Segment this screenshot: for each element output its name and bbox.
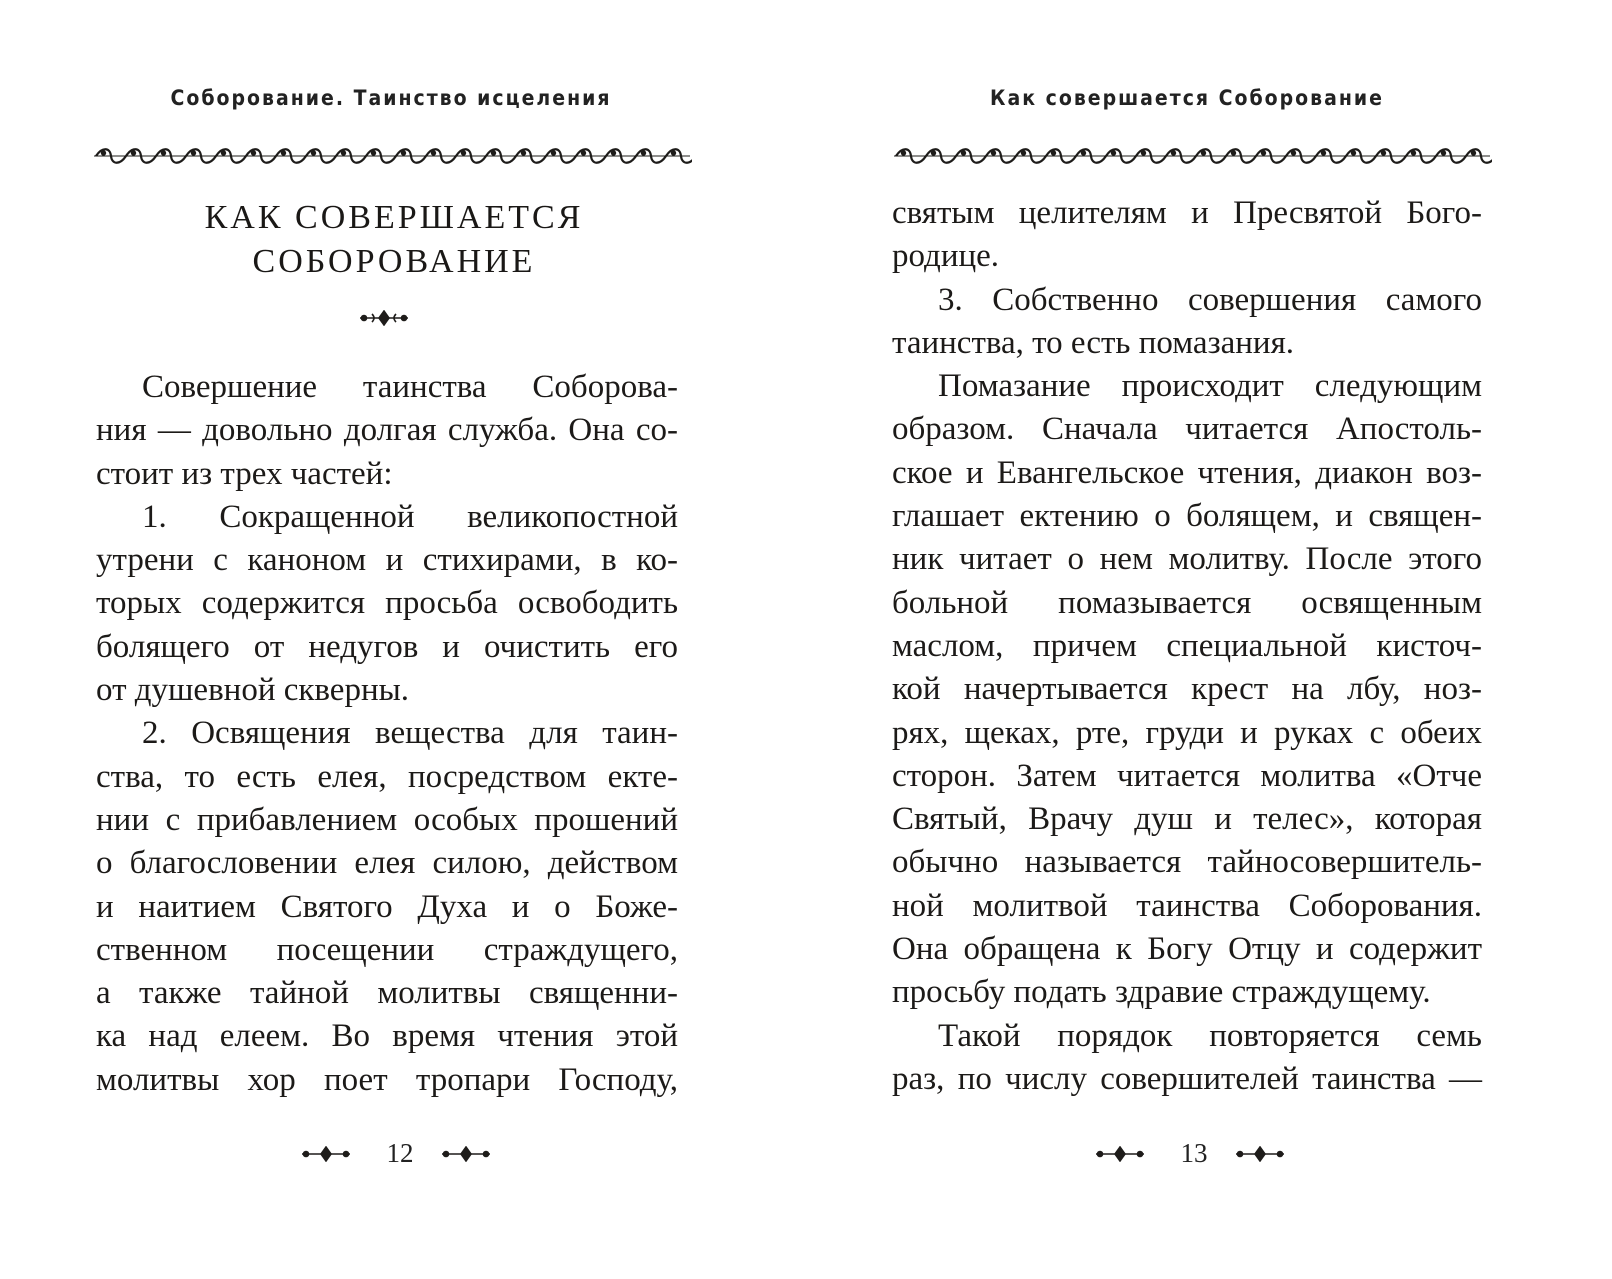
ornament-dot [1442, 151, 1445, 154]
text-line: ния — довольно долгая служба. Она со- [96, 412, 678, 449]
text-line: больной помазывается освященным [892, 584, 1482, 621]
ornament-dot [162, 151, 165, 154]
ornament-dot [1052, 151, 1055, 154]
folio-ornament-icon [440, 1146, 492, 1162]
page-number-area [1094, 1138, 1294, 1168]
text-line: Помазание происходит следующим [938, 368, 1482, 405]
ornament-dot [312, 151, 315, 154]
ornament-band [892, 146, 1492, 166]
ornament-dot [132, 151, 135, 154]
text-line: Совершение таинства Соборова- [142, 369, 678, 405]
right-page [806, 0, 1612, 1279]
text-line: ник читает о нем молитву. После этого [892, 541, 1482, 578]
text-line: утрени с каноном и стихирами, в ко- [96, 542, 678, 579]
text-line: 3. Собственно совершения самого [938, 281, 1482, 318]
text-line: и наитием Святого Духа и о Боже- [96, 888, 678, 925]
ornament-dot [1262, 151, 1265, 154]
text-line: 1. Сокращенной великопостной [142, 498, 678, 535]
ornament-dot [552, 151, 555, 154]
ornament-dot [1202, 151, 1205, 154]
text-line: святым целителям и Пресвятой Бого- [892, 195, 1482, 231]
ornament-dot [1232, 151, 1235, 154]
text-line: образом. Сначала читается Апостоль- [892, 411, 1482, 448]
text-line: молитвы хор поет тропари Господу, [96, 1061, 678, 1098]
text-line: стоит из трех частей: [96, 455, 393, 492]
body-text [892, 192, 1482, 1101]
text-line: раз, по числу совершителей таинства — [892, 1060, 1482, 1097]
text-line: о благословении елея силою, действом [96, 845, 678, 882]
text-line: ной молитвой таинства Соборования. [892, 887, 1482, 924]
text-line: а также тайной молитвы священни- [96, 975, 678, 1012]
text-line: сторон. Затем читается молитва «Отче [892, 757, 1482, 794]
ornament-dot [432, 151, 435, 154]
ornament-band [92, 146, 692, 166]
text-line: маслом, причем специальной кисточ- [892, 627, 1482, 664]
text-line: Святый, Врачу душ и телес», которая [892, 801, 1482, 838]
text-line: ка над елеем. Во время чтения этой [96, 1018, 678, 1055]
ornament-dot [1112, 151, 1115, 154]
ornament-dot [1352, 151, 1355, 154]
ornament-dot [252, 151, 255, 154]
text-line: от душевной скверны. [96, 672, 410, 709]
ornament-dot [1382, 151, 1385, 154]
ornament-dot [492, 151, 495, 154]
text-line: таинства, то есть помазания. [892, 324, 1294, 361]
text-line: ское и Евангельское чтения, диакон воз- [892, 454, 1482, 491]
text-line: 2. Освящения вещества для таин- [142, 715, 678, 752]
text-line: обычно называется тайносовершитель- [892, 844, 1482, 881]
ornament-dot [1172, 151, 1175, 154]
running-head: Соборование. Таинство исцеления [170, 86, 612, 110]
chapter-title-line: СОБОРОВАНИЕ [252, 243, 536, 280]
ornament-dot [1322, 151, 1325, 154]
title-ornament-icon [358, 310, 410, 326]
page-number-area [300, 1138, 500, 1168]
ornament-dot [932, 151, 935, 154]
body-text [96, 366, 678, 1102]
ornament-dot [582, 151, 585, 154]
ornament-dot [402, 151, 405, 154]
ornament-dot [282, 151, 285, 154]
text-line: болящего от недугов и очистить его [96, 628, 678, 665]
ornament-dot [372, 151, 375, 154]
ornament-dot [462, 151, 465, 154]
text-line: рях, щеках, рте, груди и руках с обеих [892, 714, 1482, 751]
page-number: 13 [1180, 1138, 1208, 1168]
text-line: ства, то есть елея, посредством екте- [96, 758, 678, 795]
ornament-dot [342, 151, 345, 154]
folio-ornament-icon [1234, 1146, 1286, 1162]
ornament-dot [962, 151, 965, 154]
ornament-dot [1022, 151, 1025, 154]
ornament-dot [672, 151, 675, 154]
ornament-dot [642, 151, 645, 154]
ornament-dot [902, 151, 905, 154]
ornament-dot [1292, 151, 1295, 154]
text-line: родице. [892, 238, 1000, 275]
ornament-dot [222, 151, 225, 154]
ornament-dot [992, 151, 995, 154]
chapter-title-line: КАК СОВЕРШАЕТСЯ [204, 199, 584, 236]
text-line: ственном посещении страждущего, [96, 931, 678, 968]
running-head: Как совершается Соборование [990, 86, 1384, 110]
text-line: нии с прибавлением особых прошений [96, 801, 678, 838]
chapter-title [96, 196, 692, 284]
ornament-dot [522, 151, 525, 154]
text-line: торых содержится просьба освободить [96, 585, 678, 622]
ornament-dot [1472, 151, 1475, 154]
folio-ornament-icon [300, 1146, 352, 1162]
ornament-dot [102, 151, 105, 154]
ornament-dot [192, 151, 195, 154]
text-line: глашает ектению о болящем, и священ- [892, 498, 1482, 535]
text-line: Такой порядок повторяется семь [938, 1017, 1482, 1054]
page-number: 12 [386, 1138, 414, 1168]
text-line: Она обращена к Богу Отцу и содержит [892, 931, 1482, 968]
ornament-dot [1082, 151, 1085, 154]
ornament-dot [612, 151, 615, 154]
text-line: кой начертывается крест на лбу, ноз- [892, 671, 1482, 708]
ornament-dot [1412, 151, 1415, 154]
text-line: просьбу подать здравие страждущему. [892, 974, 1431, 1011]
ornament-dot [1142, 151, 1145, 154]
folio-ornament-icon [1094, 1146, 1146, 1162]
